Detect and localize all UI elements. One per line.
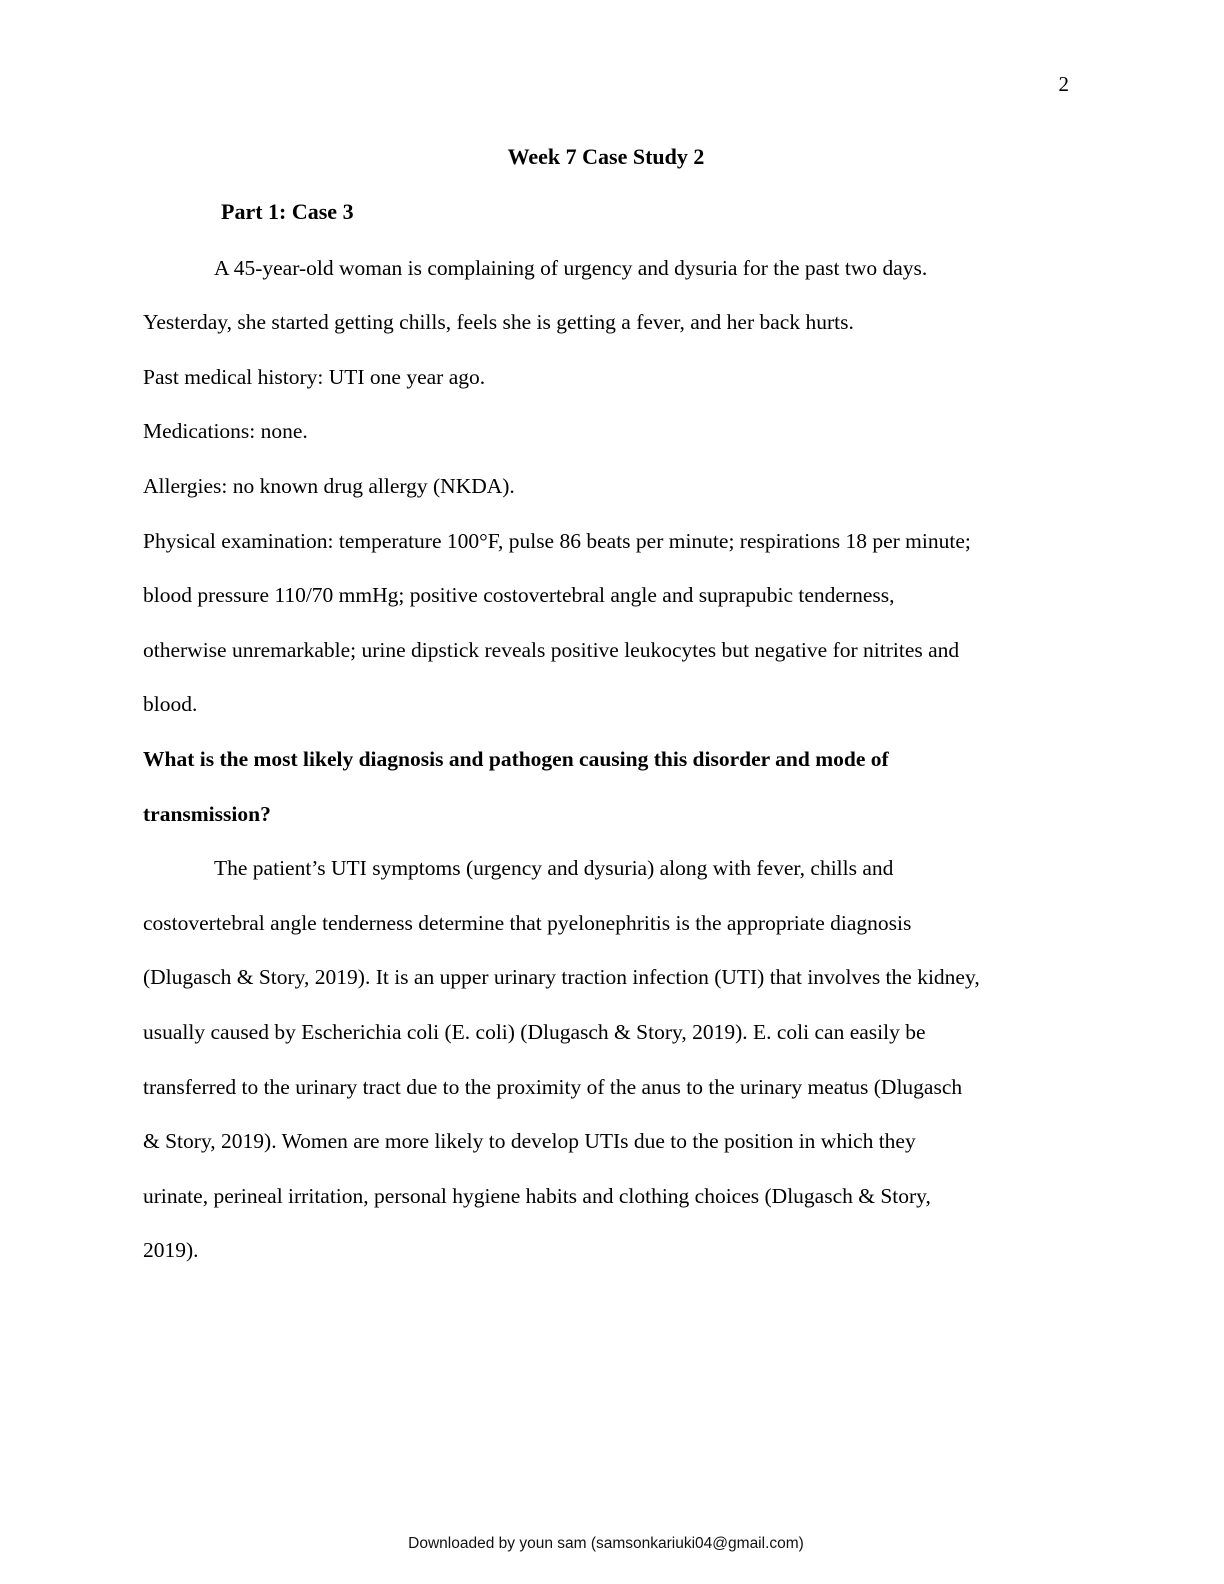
answer-line: 2019). xyxy=(143,1238,199,1262)
answer-line: transferred to the urinary tract due to the proximity of the anus to the urinary meatus (Dlugasch xyxy=(143,1075,963,1099)
case-line: blood. xyxy=(143,692,198,716)
answer-line: (Dlugasch & Story, 2019). It is an upper urinary traction infection (UTI) that involves the kidney, xyxy=(143,965,980,989)
question-line: What is the most likely diagnosis and pathogen causing this disorder and mode of xyxy=(143,747,889,771)
answer-line: & Story, 2019). Women are more likely to develop UTIs due to the position in which they xyxy=(143,1129,916,1153)
answer-line: usually caused by Escherichia coli (E. coli) (Dlugasch & Story, 2019). E. coli can easily be xyxy=(143,1020,926,1044)
case-line: A 45-year-old woman is complaining of urgency and dysuria for the past two days. xyxy=(214,256,928,280)
answer-line: costovertebral angle tenderness determine that pyelonephritis is the appropriate diagnosis xyxy=(143,911,912,935)
case-line: Yesterday, she started getting chills, feels she is getting a fever, and her back hurts. xyxy=(143,310,854,334)
answer-line: urinate, perineal irritation, personal hygiene habits and clothing choices (Dlugasch & Story, xyxy=(143,1184,931,1208)
page-number: 2 xyxy=(1058,72,1069,96)
answer-line: The patient’s UTI symptoms (urgency and dysuria) along with fever, chills and xyxy=(214,856,894,880)
case-line: Medications: none. xyxy=(143,419,308,443)
case-line: Allergies: no known drug allergy (NKDA). xyxy=(143,474,515,498)
document-title: Week 7 Case Study 2 xyxy=(507,144,705,169)
case-line: Past medical history: UTI one year ago. xyxy=(143,365,486,389)
case-line: otherwise unremarkable; urine dipstick reveals positive leukocytes but negative for nitrites and xyxy=(143,638,960,662)
question-line: transmission? xyxy=(143,802,271,826)
download-footer: Downloaded by youn sam (samsonkariuki04@gmail.com) xyxy=(408,1535,804,1552)
case-line: Physical examination: temperature 100°F, pulse 86 beats per minute; respirations 18 per minute; xyxy=(143,529,971,553)
case-line: blood pressure 110/70 mmHg; positive costovertebral angle and suprapubic tenderness, xyxy=(143,583,895,607)
part-heading: Part 1: Case 3 xyxy=(221,199,354,224)
